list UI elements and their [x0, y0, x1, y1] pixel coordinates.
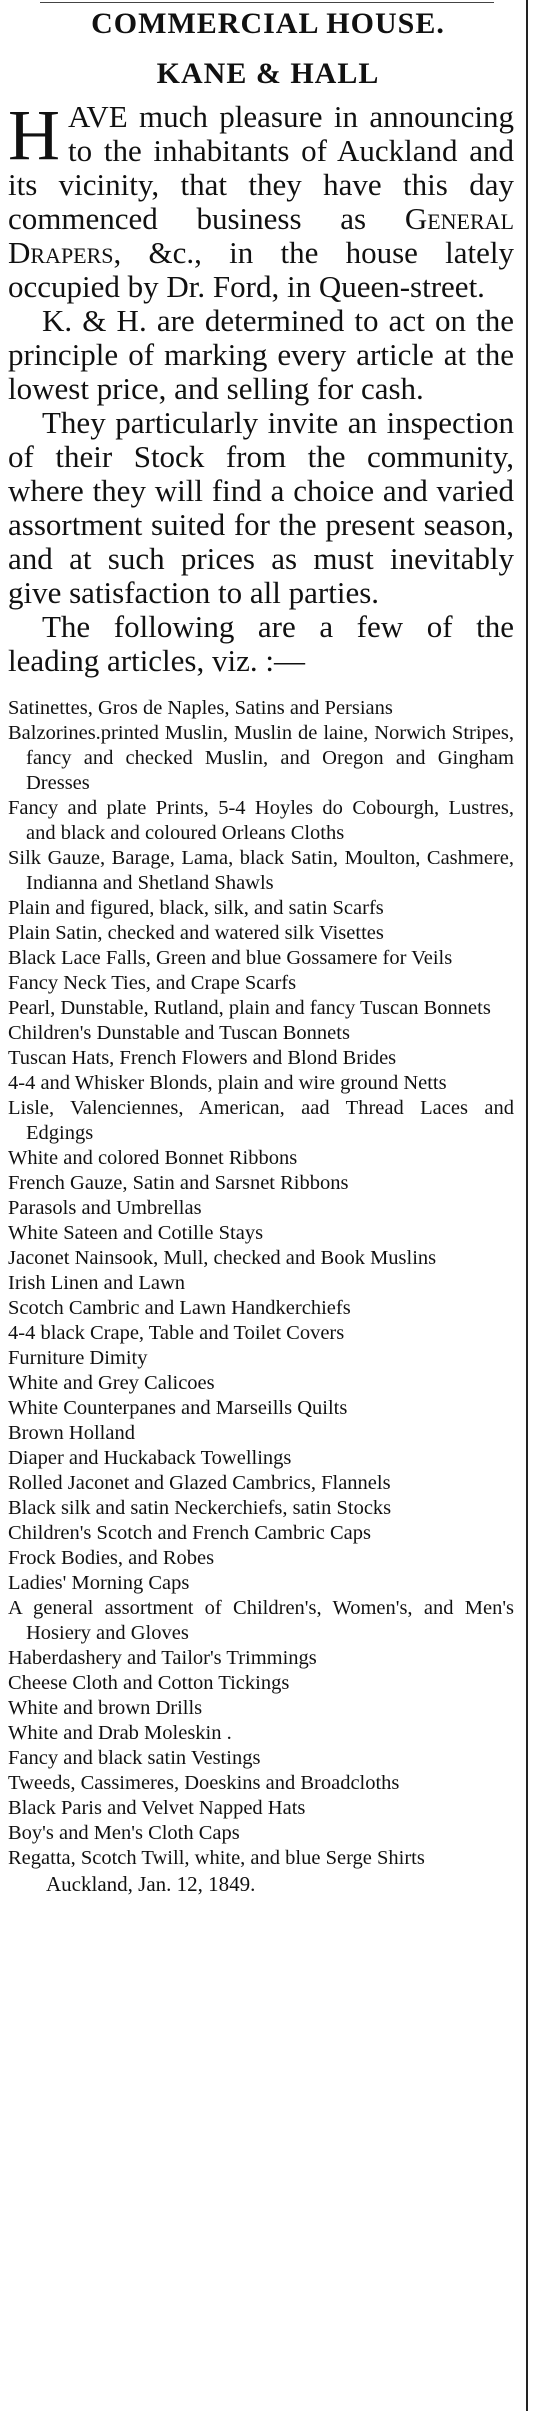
dateline: Auckland, Jan. 12, 1849. [46, 1872, 256, 1896]
article-item: Fancy Neck Ties, and Crape Scarfs [8, 972, 297, 994]
article-item: 4-4 black Crape, Table and Toilet Covers [8, 1322, 345, 1344]
article-item: Scotch Cambric and Lawn Handkerchiefs [8, 1297, 351, 1319]
invite-paragraph: They particularly invite an inspection of their Stock from the community, where they will find a choice and varied assortment suited for the present season, and at such prices as must inevitably give satisfaction to all parties. [8, 405, 514, 610]
intro-paragraph [8, 95, 528, 304]
article-item: Plain Satin, checked and watered silk Visettes [8, 922, 384, 944]
article-item: Jaconet Nainsook, Mull, checked and Book Muslins [8, 1247, 437, 1269]
article-item: Regatta, Scotch Twill, white, and blue Serge Shirts [8, 1847, 425, 1869]
article-item: Fancy and plate Prints, 5-4 Hoyles do Cobourgh, Lustres, and black and coloured Orleans Cloths [8, 797, 514, 844]
article-item: Satinettes, Gros de Naples, Satins and Persians [8, 697, 393, 719]
intro-text-before: AVE much pleasure in announcing to the inhabitants of Auckland and its vicinity, that they have this day commenced business as [8, 99, 514, 236]
column-rule [526, 0, 528, 2411]
article-item: Lisle, Valenciennes, American, aad Thread Laces and Edgings [8, 1097, 514, 1144]
article-item: A general assortment of Children's, Women's, and Men's Hosiery and Gloves [8, 1597, 514, 1644]
ad-title: COMMERCIAL HOUSE. [91, 7, 445, 40]
article-item: White and Drab Moleskin . [8, 1722, 232, 1744]
article-item: Haberdashery and Tailor's Trimmings [8, 1647, 317, 1669]
article-item: Black Lace Falls, Green and blue Gossamere for Veils [8, 947, 453, 969]
article-item: Cheese Cloth and Cotton Tickings [8, 1672, 290, 1694]
drop-cap: H [8, 95, 60, 175]
article-item: Tweeds, Cassimeres, Doeskins and Broadcloths [8, 1772, 400, 1794]
article-item: White Counterpanes and Marseills Quilts [8, 1397, 348, 1419]
article-item: Brown Holland [8, 1422, 135, 1444]
article-item: Irish Linen and Lawn [8, 1272, 186, 1294]
article-item: Rolled Jaconet and Glazed Cambrics, Flannels [8, 1472, 391, 1494]
top-rule [40, 2, 494, 3]
article-item: White and Grey Calicoes [8, 1372, 215, 1394]
policy-paragraph: K. & H. are determined to act on the principle of marking every article at the lowest price, and selling for cash. [8, 303, 514, 406]
article-item: Balzorines.printed Muslin, Muslin de laine, Norwich Stripes, fancy and checked Muslin, and Oregon and Gingham Dresses [8, 722, 514, 794]
article-item: Furniture Dimity [8, 1347, 148, 1369]
articles-list [8, 696, 528, 1871]
article-item: Tuscan Hats, French Flowers and Blond Brides [8, 1047, 397, 1069]
article-item: Black silk and satin Neckerchiefs, satin Stocks [8, 1497, 392, 1519]
article-item: Black Paris and Velvet Napped Hats [8, 1797, 306, 1819]
article-item: Children's Scotch and French Cambric Caps [8, 1522, 371, 1544]
article-item: Children's Dunstable and Tuscan Bonnets [8, 1022, 350, 1044]
article-item: Plain and figured, black, silk, and satin Scarfs [8, 897, 384, 919]
firm-name: KANE & HALL [156, 57, 380, 90]
article-item: Frock Bodies, and Robes [8, 1547, 215, 1569]
intro-text-after: , &c., in the house lately occupied by Dr. Ford, in Queen-street. [8, 235, 514, 304]
article-item: French Gauze, Satin and Sarsnet Ribbons [8, 1172, 349, 1194]
article-item: Fancy and black satin Vestings [8, 1747, 261, 1769]
articles-intro-paragraph: The following are a few of the leading articles, viz. :— [8, 609, 514, 678]
article-item: Silk Gauze, Barage, Lama, black Satin, Moulton, Cashmere, Indianna and Shetland Shawls [8, 847, 514, 894]
article-item: White and colored Bonnet Ribbons [8, 1147, 298, 1169]
article-item: Pearl, Dunstable, Rutland, plain and fancy Tuscan Bonnets [8, 997, 491, 1019]
article-item: Ladies' Morning Caps [8, 1572, 190, 1594]
article-item: White Sateen and Cotille Stays [8, 1222, 264, 1244]
intro-caps-text: General Drapers [8, 201, 514, 270]
article-item: Parasols and Umbrellas [8, 1197, 202, 1219]
article-item: White and brown Drills [8, 1697, 203, 1719]
article-item: 4-4 and Whisker Blonds, plain and wire ground Netts [8, 1072, 447, 1094]
article-item: Boy's and Men's Cloth Caps [8, 1822, 240, 1844]
article-item: Diaper and Huckaback Towellings [8, 1447, 292, 1469]
